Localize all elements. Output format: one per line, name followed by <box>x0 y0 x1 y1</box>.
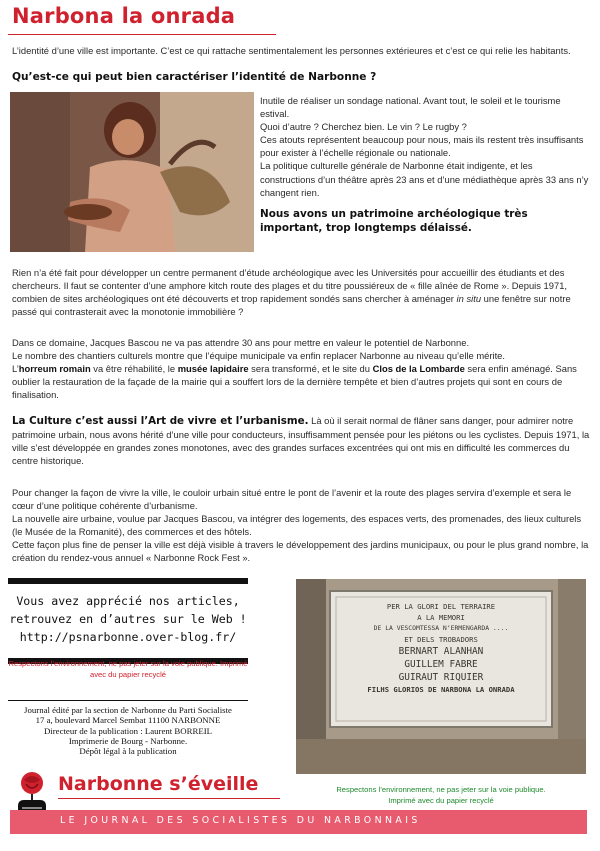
tagline-text: LE JOURNAL DES SOCIALISTES DU NARBONNAIS <box>60 815 421 826</box>
brand-underline <box>58 798 280 799</box>
projects-pre: L’ <box>12 363 19 375</box>
plaque-line-8: FILHS GLORIOS DE NARBONA LA ONRADA <box>367 685 515 694</box>
right-paragraph-4: La politique culturelle générale de Narbonne était indigente, et les constructions d’un théâtre après 23 ans et d’une médiathèque après 33 ans n’y changent rien. <box>260 160 589 198</box>
urbanism-lead: La Culture c’est aussi l’Art de vivre et l’urbanisme. <box>12 415 309 427</box>
right-paragraph-1: Inutile de réaliser un sondage national. Avant tout, le soleil et le tourisme estival. <box>260 95 561 120</box>
right-paragraph-2: Quoi d’autre ? Cherchez bien. Le vin ? Le rugby ? <box>260 121 467 133</box>
urbanism-text: Là où il serait normal de flâner sans danger, pour admirer notre patrimoine urbain, nous avons hérité d’une ville pour conducteurs, insuffisamment pensée pour les piétons ou les cyclistes. Depuis 1971, la ville s’est développée en grandes zones monotones, avec des grandes surfaces excentrées qui ont mis en difficulté les commerces du centre historique. <box>12 415 590 467</box>
city-paragraph <box>12 486 590 565</box>
web-promo-text <box>8 592 248 646</box>
in-situ-text: in situ <box>456 293 482 305</box>
blog-link[interactable]: http://psnarbonne.over-blog.fr/ <box>19 630 237 644</box>
projects-paragraph <box>12 336 590 401</box>
projects-line-2: Le nombre des chantiers culturels montre que l’équipe municipale va enfin replacer Narbonne au niveau qu’elle mérite. <box>12 350 505 362</box>
eco-notice-2 <box>296 784 586 806</box>
credits-line-3: Directeur de la publication : Laurent BORREIL <box>43 725 213 736</box>
right-column <box>260 94 590 235</box>
projects-line-1: Dans ce domaine, Jacques Bascou ne va pas attendre 30 ans pour mettre en valeur le potentiel de Narbonne. <box>12 337 470 348</box>
right-paragraph-3: Ces atouts représentent beaucoup pour nous, mais ils restent très insuffisants pour exister à l’échelle régionale ou nationale. <box>260 134 584 159</box>
web-promo-box <box>8 578 248 664</box>
credits-text <box>8 705 248 756</box>
fresco-illustration <box>10 92 254 252</box>
archaeology-text-b: une fenêtre sur notre passé qui contrasterait avec la monotonie immobilière ? <box>12 293 571 318</box>
credits-line-2: 17 a, boulevard Marcel Sembat 11100 NARBONNE <box>35 715 221 726</box>
tagline-band <box>10 810 587 834</box>
heritage-statement: Nous avons un patrimoine archéologique très important, trop longtemps délaissé. <box>260 207 528 234</box>
plaque-line-2: A LA MEMORI <box>417 613 465 622</box>
fresco-image <box>10 92 254 252</box>
credits-line-1: Journal édité par la section de Narbonne du Parti Socialiste <box>24 705 232 715</box>
credits-line-4: Imprimerie de Bourg - Narbonne. <box>68 735 188 746</box>
plaque-line-7: GUIRAUT RIQUIER <box>398 672 484 683</box>
eco-notice: Respectons l’environnement, ne pas jeter sur la voie publique. Imprimé avec du papier recyclé <box>8 659 248 679</box>
urbanism-paragraph <box>12 414 590 467</box>
projects-mid-2: sera transformé, et le site du <box>248 363 373 375</box>
plaque-line-1: PER LA GLORI DEL TERRAIRE <box>386 602 496 611</box>
plaque-line-4: ET DELS TROBADORS <box>404 635 478 644</box>
intro-question: Qu’est-ce qui peut bien caractériser l’identité de Narbonne ? <box>12 71 377 83</box>
plaque-line-3: DE LA VESCOMTESSA N’ERMENGARDA .... <box>373 624 509 632</box>
eco-notice-2-line-2: Imprimé avec du papier recyclé <box>388 796 494 805</box>
credits-line-5: Dépôt légal à la publication <box>79 746 177 757</box>
clos-label: Clos de la Lombarde <box>372 363 465 375</box>
city-paragraph-3: Cette façon plus fine de penser la ville est déjà visible à travers le développement des jardins municipaux, ou pour le plus grand nombre, la création du rendez-vous annuel « Narbonne Rock Fest ». <box>12 539 589 564</box>
plaque-photo <box>296 579 586 774</box>
eco-notice-2-line-1: Respectons l’environnement, ne pas jeter sur la voie publique. <box>336 785 546 794</box>
archaeology-text-a: Rien n’a été fait pour développer un centre permanent d’étude archéologique avec les Universités pour accueillir des étudiants et des chercheurs. Il faut se contenter d’une amphore kitch route des plages et du titre poussiéreux de « fille aînée de Rome ». Depuis 1971, combien de sites archéologiques ont été découverts et trop rapidement sondés sans chercher à aménager <box>12 267 568 305</box>
city-paragraph-1: Pour changer la façon de vivre la ville, le couloir urbain situé entre le pont de l’avenir et la route des plages servira d’exemple et sera le cœur d’une politique cohérente d’urbanisme. <box>12 487 572 512</box>
title-underline <box>8 34 276 35</box>
projects-line-3 <box>12 362 590 401</box>
promo-line-2: retrouvez en d’autres sur le Web ! <box>9 612 247 626</box>
promo-line-1: Vous avez apprécié nos articles, <box>16 594 240 608</box>
projects-post: sera enfin aménagé. Sans oublier la restauration de la façade de la mairie qui a souffert lors de la dernière tempête et bien d’autres projets qui sont en cours de finalisation. <box>12 363 577 401</box>
projects-mid-1: va être réhabilité, le <box>90 363 178 375</box>
horreum-label: horreum romain <box>18 363 91 375</box>
archaeology-paragraph <box>12 266 590 318</box>
intro-paragraph: L’identité d’une ville est importante. C’est ce qui rattache sentimentalement les personnes extérieures et c’est ce qui relie les habitants. <box>12 45 571 56</box>
plaque-line-6: GUILLEM FABRE <box>404 659 478 670</box>
musee-label: musée lapidaire <box>177 363 249 375</box>
publication-credits <box>8 700 248 765</box>
city-paragraph-2: La nouvelle aire urbaine, voulue par Jacques Bascou, va intégrer des logements, des espaces verts, des promenades, des lieux culturels (le Musée de la Romanité), des commerces et des hôtels. <box>12 513 582 538</box>
plaque-line-5: BERNART ALANHAN <box>398 646 484 657</box>
plaque-inscription <box>336 601 546 696</box>
brand-name: Narbonne s’éveille <box>58 773 259 795</box>
page-title: Narbona la onrada <box>12 4 236 28</box>
